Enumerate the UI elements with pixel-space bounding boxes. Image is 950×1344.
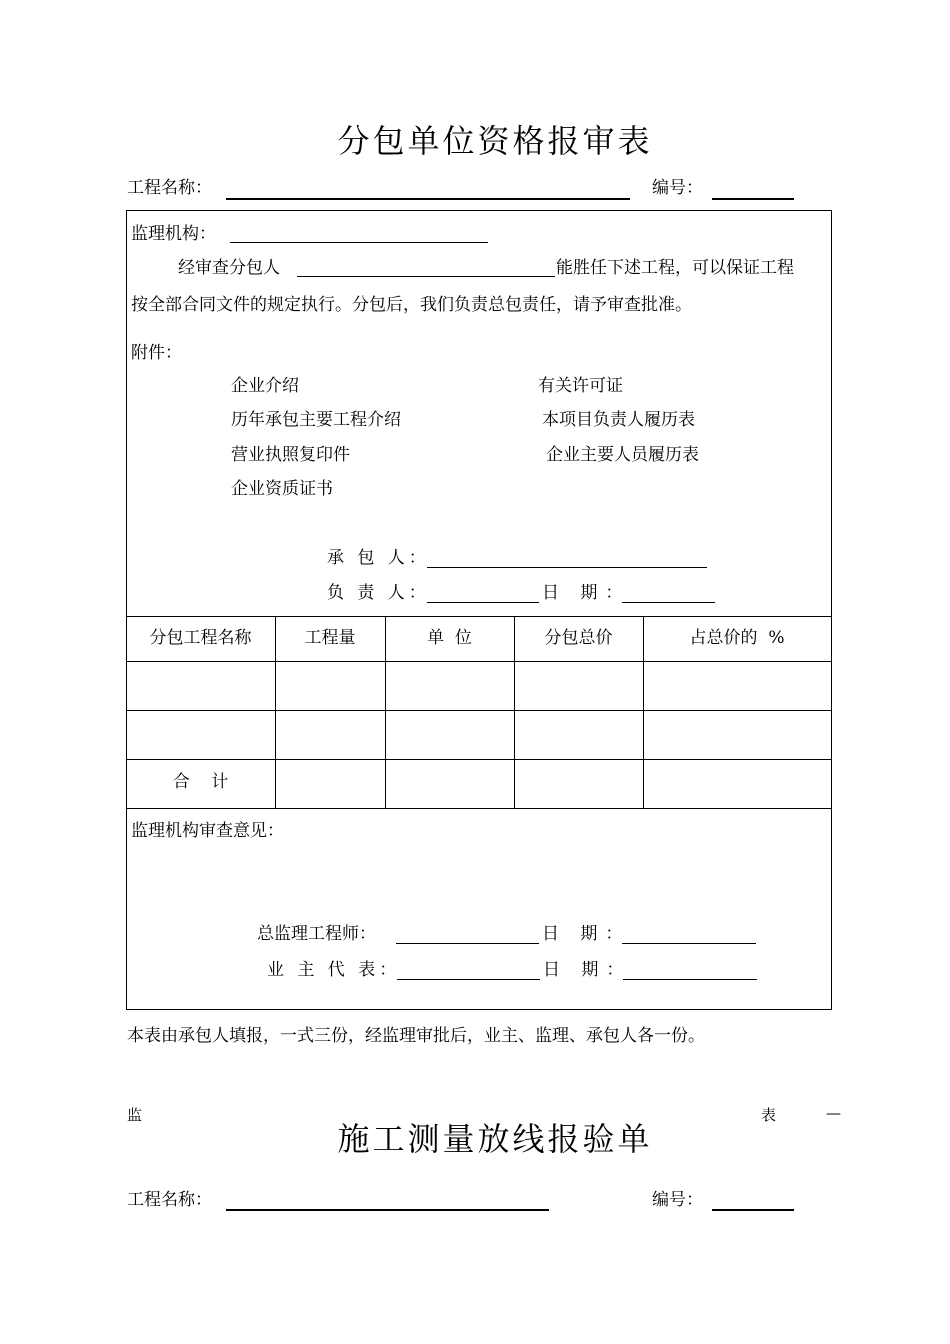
date-label: 日 期： [542, 583, 631, 603]
attachment-item: 本项目负责人履历表 [542, 410, 695, 430]
owner-rep-field[interactable] [397, 979, 540, 980]
date-label: 日 期： [543, 960, 632, 980]
form2-title: 施工测量放线报验单 [337, 1120, 653, 1158]
number-label: 编号： [652, 178, 703, 198]
attachment-item: 营业执照复印件 [231, 445, 350, 465]
attachment-item: 有关许可证 [538, 376, 623, 396]
number-label: 编号： [652, 1190, 703, 1210]
form1-frame [126, 210, 832, 1010]
statement-suffix: 能胜任下述工程，可以保证工程 [556, 258, 794, 278]
supervisor-field[interactable] [230, 242, 488, 243]
project-name-label: 工程名称： [127, 1190, 212, 1210]
table-row-border [126, 759, 832, 760]
owner-rep-label: 业 主 代 表： [267, 960, 401, 980]
project-name-field[interactable] [226, 198, 630, 200]
table-header-cell: 分包总价 [544, 628, 613, 648]
contractor-field[interactable] [427, 567, 707, 568]
number-field[interactable] [712, 198, 794, 200]
supervisor-label: 监理机构： [131, 224, 216, 244]
table-row-border [126, 710, 832, 711]
table-header-cell: 单 位 [427, 628, 472, 648]
chief-engineer-label: 总监理工程师： [257, 924, 376, 944]
attachment-item: 企业主要人员履历表 [546, 445, 699, 465]
table-header-cell: 占总价的 % [689, 628, 785, 648]
table-bottom-border [126, 808, 832, 809]
chief-engineer-date-field[interactable] [622, 943, 756, 944]
number-field[interactable] [712, 1209, 794, 1211]
project-name-label: 工程名称： [127, 178, 212, 198]
project-name-field[interactable] [226, 1209, 549, 1211]
right-mark: 表 [761, 1106, 777, 1124]
statement-prefix: 经审查分包人 [178, 258, 280, 278]
footer-note: 本表由承包人填报，一式三份，经监理审批后，业主、监理、承包人各一份。 [127, 1026, 705, 1046]
form1-title: 分包单位资格报审表 [337, 122, 653, 160]
responsible-field[interactable] [427, 602, 539, 603]
attachment-item: 企业介绍 [231, 376, 299, 396]
left-mark: 监 [127, 1106, 143, 1124]
subcontractor-field[interactable] [297, 276, 555, 277]
date-field[interactable] [622, 602, 715, 603]
right-dash: — [826, 1104, 841, 1122]
contractor-label: 承 包 人： [327, 548, 430, 568]
attachment-item: 历年承包主要工程介绍 [231, 410, 401, 430]
table-header-cell: 工程量 [304, 628, 356, 648]
responsible-label: 负 责 人： [327, 583, 430, 603]
table-header-cell: 分包工程名称 [149, 628, 252, 648]
table-top-border [126, 616, 832, 617]
chief-engineer-field[interactable] [396, 943, 539, 944]
statement-line2: 按全部合同文件的规定执行。分包后，我们负责总包责任，请予审查批准。 [131, 295, 692, 315]
attachments-label: 附件： [131, 343, 182, 363]
owner-rep-date-field[interactable] [623, 979, 757, 980]
table-row-border [126, 661, 832, 662]
table-total-label: 合 计 [172, 772, 229, 792]
review-label: 监理机构审查意见： [131, 821, 284, 841]
attachment-item: 企业资质证书 [231, 479, 333, 499]
date-label: 日 期： [542, 924, 631, 944]
